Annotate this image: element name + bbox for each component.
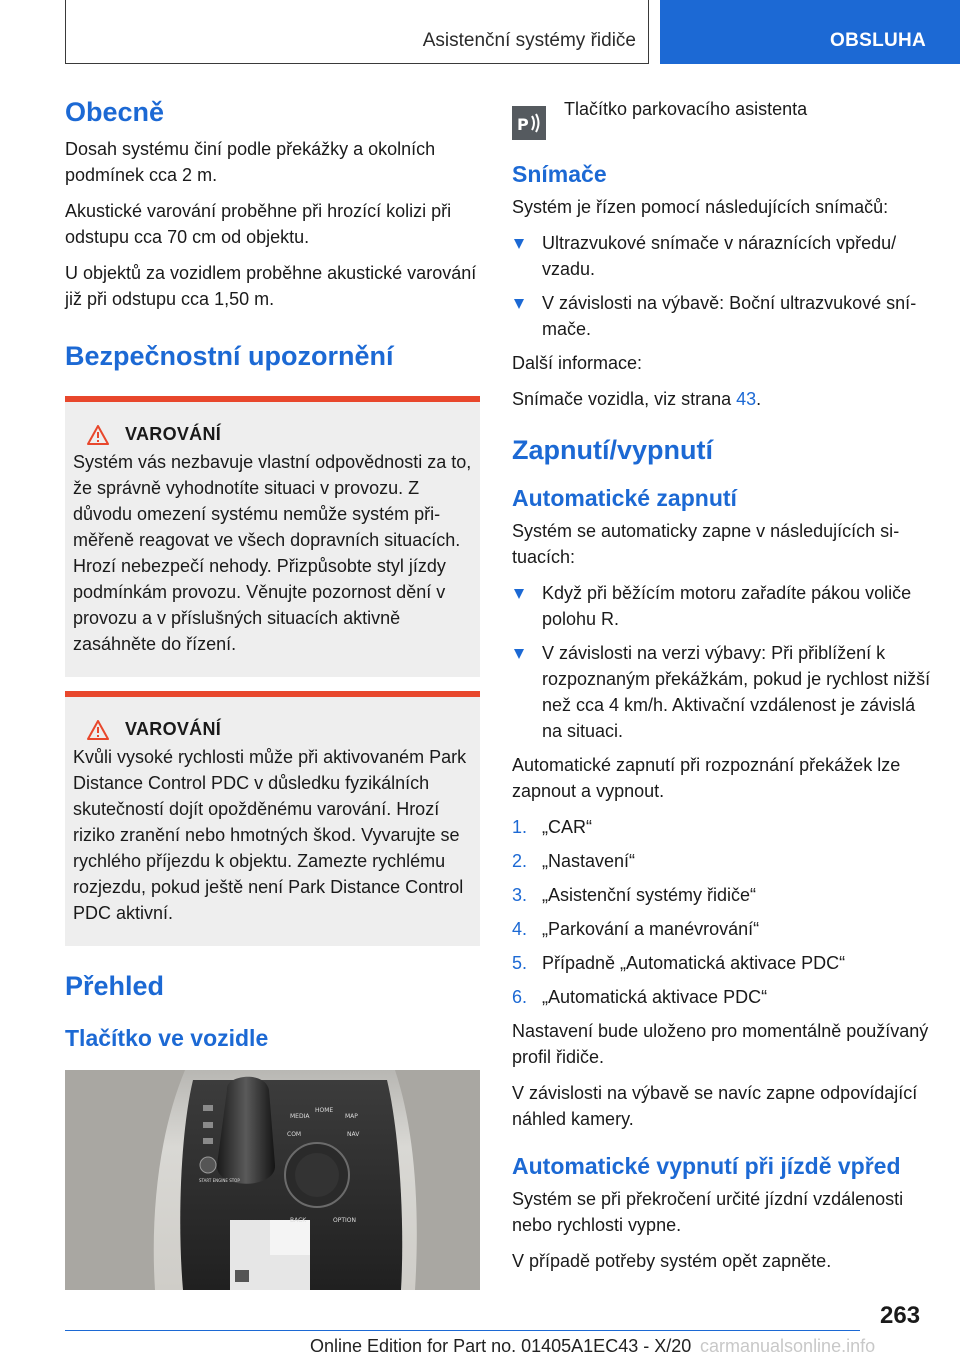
heading-button-in-car: Tlačítko ve vozidle — [65, 1025, 269, 1051]
heading-general: Obecně — [65, 97, 165, 127]
camera-text: V závislosti na výbavě se navíc zapne odpovídající náhled kamery. — [512, 1083, 918, 1129]
settings-steps — [512, 814, 932, 1010]
warning-text: Kvůli vysoké rychlosti může při aktivovaném Park Distance Control PDC v důsledku fyzikálních skutečností dojít opožděnému varování. Hrozí riziko zranění nebo hmotných škod. Vyvarujte se rychlého příjezdu k objektu. Zamezte rychlému rozjezdu, pokud ještě není Park Distance Control PDC aktivní. — [73, 747, 467, 923]
console-label-option: OPTION — [333, 1217, 356, 1224]
sensors-reference: Snímače vozidla, viz strana 43. — [512, 389, 762, 409]
general-paragraph: U objektů za vozidlem proběhne akustické varování již při odstupu cca 1,50 m. — [65, 263, 477, 309]
bullet-triangle-icon — [514, 589, 524, 599]
auto-off-paragraph: Systém se při překročení určité jízdní vzdálenosti nebo rychlosti vypne. — [512, 1189, 904, 1235]
parking-assistant-button-icon — [512, 106, 546, 140]
console-label-media: MEDIA — [290, 1113, 310, 1120]
right-column — [512, 96, 932, 1284]
heading-overview: Přehled — [65, 971, 165, 1001]
section-tab-label: OBSLUHA — [830, 30, 927, 51]
footer-divider — [65, 1330, 860, 1331]
footer-edition: Online Edition for Part no. 01405A1EC43 - X/20 — [310, 1336, 692, 1356]
console-label-start: START ENGINE STOP — [199, 1178, 240, 1183]
console-label-home: HOME — [315, 1107, 334, 1114]
step-item: 5. Případně „Automatická aktivace PDC“ — [512, 953, 846, 973]
step-item: 2. „Nastavení“ — [512, 851, 636, 871]
svg-text:P: P — [517, 115, 529, 134]
section-tab — [660, 0, 960, 64]
heading-sensors: Snímače — [512, 161, 607, 187]
general-paragraph: Dosah systému činí podle překážky a okolních podmínek cca 2 m. — [65, 139, 436, 185]
sensors-list — [512, 230, 932, 342]
chapter-title: Asistenční systémy řidiče — [422, 30, 636, 51]
console-label-back: BACK — [290, 1217, 307, 1224]
sensors-intro: Systém je řízen pomocí následujících snímačů: — [512, 197, 889, 217]
auto-off-paragraph: V případě potřeby systém opět zapněte. — [512, 1251, 832, 1271]
warning-box — [65, 691, 480, 946]
heading-safety: Bezpečnostní upozornění — [65, 341, 394, 371]
watermark: carmanualsonline.info — [700, 1336, 876, 1356]
heading-auto-on: Automatické zapnutí — [512, 485, 737, 511]
warning-text: Systém vás nezbavuje vlastní odpovědnosti za to, že správně vyhodnotíte situaci v provozu. Z důvodu omezení systému nemůže systém přiměřeně reagovat ve všech dopravních situacích. Hrozí nebezpečí nehody. Přizpůsobte styl jízdy podmínkám provozu. Věnujte pozornost dění v provozu a v příslušných situacích aktivně zasáhněte do řízení. — [73, 452, 472, 654]
more-info-label: Další informace: — [512, 353, 643, 373]
warning-box — [65, 396, 480, 677]
list-item: V závislosti na verzi výbavy: Při přiblížení k rozpoznaným překážkám, pokud je rychlost nižší než cca 4 km/h. Aktivační vzdálenost je závislá na situaci. — [512, 640, 932, 744]
heading-on-off: Zapnutí/vypnutí — [512, 435, 713, 465]
center-console-image — [65, 1070, 480, 1290]
bullet-triangle-icon — [514, 649, 524, 659]
list-item: Když při běžícím motoru zařadíte pákou voliče polohu R. — [512, 580, 932, 632]
auto-on-list — [512, 580, 932, 744]
auto-on-text: Automatické zapnutí při rozpoznání překážek lze zapnout a vypnout. — [512, 755, 901, 801]
step-item: 6. „Automatická aktivace PDC“ — [512, 987, 768, 1007]
page-link[interactable]: 43 — [736, 389, 757, 409]
step-item: 1. „CAR“ — [512, 817, 592, 837]
warning-title: VAROVÁNÍ — [125, 424, 222, 444]
bullet-triangle-icon — [514, 239, 524, 249]
step-item: 3. „Asistenční systémy řidiče“ — [512, 885, 757, 905]
save-text: Nastavení bude uloženo pro momentálně používaný profil řidiče. — [512, 1021, 929, 1067]
console-label-nav: NAV — [347, 1131, 360, 1138]
warning-icon — [87, 425, 109, 445]
list-item: Ultrazvukové snímače v náraznících vpředu/ vzadu. — [512, 230, 932, 282]
console-label-com: COM — [287, 1131, 302, 1138]
list-item: V závislosti na výbavě: Boční ultrazvukové snímače. — [512, 290, 932, 342]
left-column — [65, 96, 480, 1290]
center-console-illustration — [65, 1070, 480, 1290]
button-caption: Tlačítko parkovacího asistenta — [564, 99, 808, 119]
warning-icon — [87, 720, 109, 740]
step-item: 4. „Parkování a manévrování“ — [512, 919, 760, 939]
warning-title: VAROVÁNÍ — [125, 719, 222, 739]
bullet-triangle-icon — [514, 299, 524, 309]
console-label-map: MAP — [345, 1113, 358, 1120]
heading-auto-off: Automatické vypnutí při jízdě vpřed — [512, 1153, 901, 1179]
header-frame — [65, 0, 649, 64]
page-number: 263 — [880, 1302, 921, 1329]
general-paragraph: Akustické varování proběhne při hrozící kolizi při odstupu cca 70 cm od objektu. — [65, 201, 452, 247]
auto-on-intro: Systém se automaticky zapne v následujících situacích: — [512, 521, 900, 567]
